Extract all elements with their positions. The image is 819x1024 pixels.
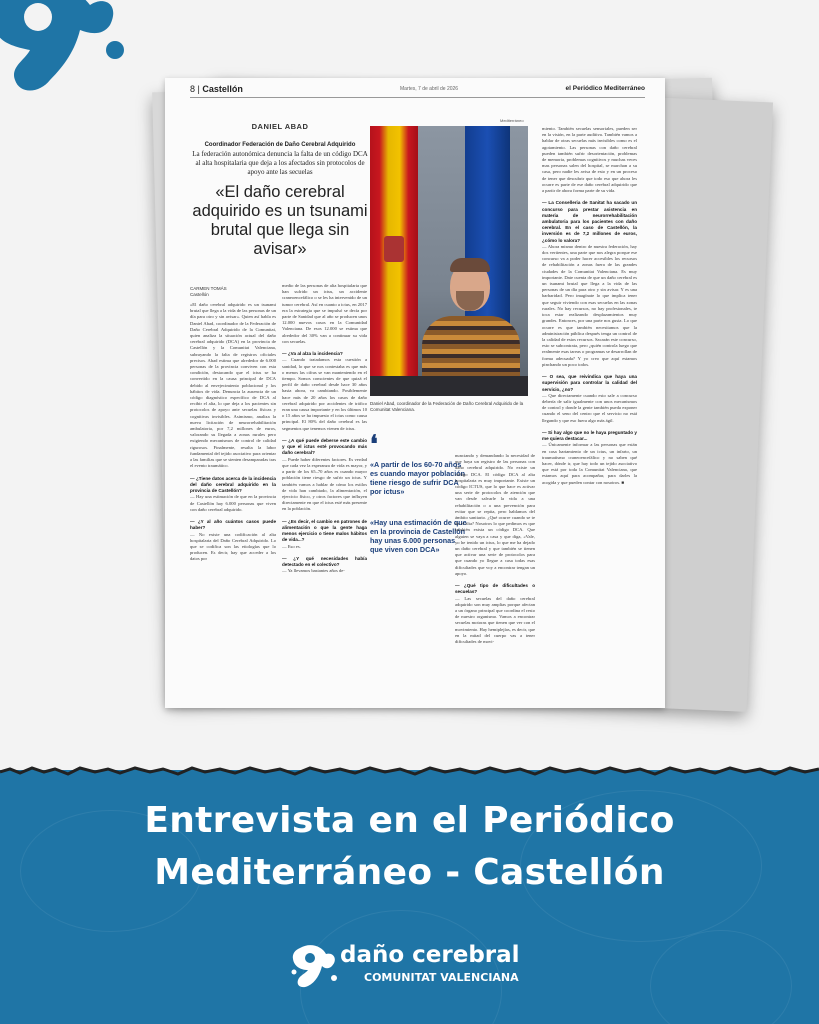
answer: — Que directamente cuando esto sale a concurso debería de salir igualmente con unos mecanismos de control y donde la gente también pueda exponer cuando el seno del centro que el servicio no está llegando y que eso fuera algo más ágil. (542, 392, 637, 423)
question: — ¿Es decir, el cambio en patrones de alimentación o que la gente haga menos ejercicio o tiene malos hábitos de vida...? (282, 518, 367, 543)
article-column-5 (542, 126, 637, 698)
intro-text: «El daño cerebral adquirido es un tsunami brutal que llega a la vida de las personas de un día para otro y sin avisar». Quien así habla es Daniel Abad, coordinador de la Federación de Daño Cerebral Adquirido de la Comunitat, quien analiza la situación actual del daño cerebral adquirido (DCA) en la provincia de Castellón y la Comunitat Valenciana, subrayando la falta de registros oficiales precisos. Abad estima que alrededor de 6.000 personas de la provincia conviven con esta condición, destacando que el ictus se ha convertido en la causa principal de DCA debido al envejecimiento poblacional y los hábitos de vida. Denuncia la ausencia de un código diagnóstico específico de DCA al recibir el alta, lo que deja a los pacientes sin protocolos de apoyo ante secuelas físicas y cognitivas invisibles. Asimismo, analiza la nueva licitación de neurorrehabilitación ambulatoria, por 7,2 millones de euros, valorando su llegada a zonas rurales pero exigiendo mecanismos de control de calidad rigurosos. Finalmente, resalta la labor fundamental del tejido asociativo para orientar a las familias que se sienten desamparadas tras el evento traumático. (190, 302, 276, 469)
answer: — Únicamente informar a las personas que están en casa hartamiento de un ictus, un infarto, un traumatismo craneoencefálico y no saben qué hacer, dónde ir, que hay todo un tejido asociativo que está por toda la Comunitat Valenciana, que estamos aquí para acompañar, para darles la acogida y que pueden contar con nosotros. ■ (542, 442, 637, 485)
article-summary: La federación autonómica denuncia la falta de un código DCA al alta hospitalaria que deja a los afectados sin protocolos de apoyo ante las secuelas (192, 150, 368, 176)
article-column-2 (282, 283, 367, 698)
person-hair (450, 258, 490, 272)
answer: — Las secuelas del daño cerebral adquirido son muy amplias porque afectan a un órgano principal que coordina el resto de nuestro organismo. Vamos a encontrar secuelas motoras que tienen que ver con el movimiento. Hay hemiplejías, es decir, que en la mitad del cuerpo vas a tener dificultades de movi- (455, 595, 535, 645)
answer: — No existe una codificación al alta hospitalaria del Daño Cerebral Adquirido. Lo que se codifica son las etiologías que lo producen. Es decir, hay que acceder a los datos por (190, 531, 276, 562)
banner-texture (650, 930, 792, 1024)
question: — ¿Y al año cuántos casos puede haber? (190, 519, 276, 531)
article-dek (190, 140, 370, 177)
question: — ¿Qué tipo de dificultades o secuelas? (455, 583, 535, 595)
answer: — Eso es. (282, 543, 301, 549)
quote-mark-icon: ❛ (370, 432, 378, 458)
page-number: 8 (190, 84, 196, 94)
answer: — Puede haber diferentes factores. Es verdad que cada vez la esperanza de vida es mayor, y a partir de los 65–70 años es cuando mayor población tiene riesgo de sufrir un ictus. Y también vamos a hablar de cómo los estilos de vida han cambiado, la alimentación, el ejercicio físico, y otros factores que influyen directamente en que el ictus esté más presente en la población. (282, 456, 367, 512)
body-text: miento. También secuelas sensoriales, pueden ser en la visión, en la parte auditiva. También vamos a hablar de otras secuelas más invisibles como es el agotamiento. Las personas con daño cerebral pueden también sufrir desorientación, problemas de memoria, problemas cognitivos y muchas veces mas personas salen del hospital, se marchan a su casa, pero nadie les avisa de esto y en un proceso de tener que descubrir que todo eso que ahora les ocurre es parte de ese daño cerebral adquirido que a partir de ahora forma parte de su vida. (542, 126, 637, 194)
answer: — Hay una estimación de que en la provincia de Castellón hay 6.000 personas que viven con daño cerebral adquirido. (190, 494, 276, 512)
newspaper-page (165, 78, 665, 708)
article-headline: «El daño cerebral adquirido es un tsunami brutal que llega sin avisar» (192, 183, 368, 258)
pull-quote: «A partir de los 60-70 años es cuando mayor población tiene riesgo de sufrir DCA por ictus» (370, 460, 466, 496)
pull-quote: «Hay una estimación de que en la provincia de Castellón hay unas 6.000 personas que viven con DCA» (370, 518, 467, 554)
answer: — Cuando tratadamos esta cuestión a sanidad, lo que se nos contestaba es que más o menos las cifras se van manteniendo en el tiempo. Somos conscientes de que quizá el perfil de daño cerebral desde hace 30 años hasta ahora, va cambiando. Posiblemente hace más de 20 años los casos de daño cerebral adquirido por accidentes de tráfico eran una causa importante y en los últimos 10 o 15 años se ha impuesto el ictus como causa principal. El 80% del daño cerebral es las segmentos que tenemos vienen de ictus. (282, 357, 367, 431)
brand-logo (290, 938, 550, 1002)
interviewee-photo (370, 126, 528, 396)
question: — ¿Va al alza la incidencia? (282, 351, 343, 357)
brain-splash-icon (290, 942, 338, 992)
spain-flag-icon (370, 126, 418, 396)
article-column-4 (455, 453, 535, 698)
banner-title (0, 795, 819, 899)
corner-brand-blob-icon (0, 0, 130, 115)
newspaper-name: el Periódico Mediterráneo (565, 85, 645, 92)
author-city: Castellón (190, 292, 209, 297)
issue-date: Martes, 7 de abril de 2026 (400, 86, 459, 92)
body-text: medio de las personas de alta hospitalaria que han sufrido un ictus, un accidente craneoencefálico o se les ha intervenido de un tumor cerebral. Así en cuanto a ictus, en 2017 era la estrategia que se impulsó se decía por parte de Sanidad que al año se producen unos 12.000 nuevos casos en la Comunidad Valenciana. De esos 12.000 se estima que alrededor del 30% van a continuar su vida con secuelas. (282, 283, 367, 344)
interviewee-name: DANIEL ABAD (251, 122, 309, 131)
question: — Si hay algo que no le haya preguntado y me quiera destacar... (542, 429, 637, 442)
desk (370, 376, 528, 396)
section-name: Castellón (202, 84, 243, 94)
interviewee-role: Coordinador Federación de Daño Cerebral Adquirido (204, 142, 356, 148)
answer: — Ahora mismo dentro de nuestra federación, hay dos vertientes, una parte que nos alegra porque ese concurso va a poder hacer accesibles los recursos de rehabilitación a zonas fuera de las grandes ciudades de la Comunitat Valenciana. Es muy importante. Date cuenta de que un daño cerebral es un tsunami brutal que llega a la vida de las personas de un día para otro y sin avisar. Y es una barbaridad. Pero imagínate lo que implica tener que seguir viviendo con esas secuelas en las zonas rurales. No hay recursos, no hay profesionales, te toca estar realizando desplazamientos muy grandes. Entonces, por una parte nos gusta. Lo que ocurre es que también necesitamos que la administración pública después tenga un control de la calidad de estos recursos. Sacarán este concurso, esto se subcontrata, pero ¿quién controla luego que realmente esas tareas o programas se desarrollan de forma adecuada? Y yo creo que aquí estamos pinchando un poco todos. (542, 243, 637, 367)
brand-name: daño cerebral (340, 942, 520, 968)
answer: — Ya llevamos bastantes años de- (282, 568, 345, 574)
photo-credit: Mediterráneo (500, 118, 524, 123)
question: — ¿A qué puede deberse este cambio y que el ictus esté provocando más daño cerebral? (282, 438, 367, 456)
article-column-1 (190, 302, 276, 697)
torn-paper-edge (0, 762, 819, 778)
question: — O sea, que reivindica que haya una supervisión para controlar la calidad del servicio, ¿no? (542, 374, 637, 392)
banner-title-line-2: Mediterráneo - Castellón (154, 852, 665, 893)
question: — ¿Tiene datos acerca de la incidencia del daño cerebral adquirido en la provincia de Castellón? (190, 475, 276, 494)
brand-region: COMUNITAT VALENCIANA (364, 971, 519, 984)
author-name: CARMEN TOMÁS (190, 286, 227, 291)
question: — La Conselleria de Sanitat ha sacado un concurso para prestar asistencia en materia de neurorrehabilitación ambulatoria para los pacientes con daño cerebral. En el caso de Castellón, la inversión es de 7,2 millones de euros, ¿cómo lo valora? (542, 200, 637, 243)
byline (190, 286, 227, 298)
folio: 8 | Castellón Martes, 7 de abril de 2026 el Periódico Mediterráneo (190, 84, 645, 98)
banner-title-line-1: Entrevista en el Periódico (144, 800, 675, 841)
coat-of-arms-icon (384, 236, 404, 262)
photo-caption: Daniel Abad, coordinador de la Federación de Daño Cerebral Adquirido de la Comunitat Valenciana. (370, 401, 524, 412)
body-text: nunciando y demandando la necesidad de que haya un registro de las personas con daño cerebral adquirido. No existe un código DCA. El código DCA al alta hospitalaria es muy importante. Existe un código ICTUS, que lo que hace es activar una serie de protocolos de atención que van desde salvarle la vida a una rehabilitación o a una prevención para evitar que se repita, pero hablamos del ámbito sanitario. ¿Qué ocurre cuando se te da el alta? Nosotros lo que pedimos es que también exista un código DCA. Que alguien se vaya a casa y que diga, «Vale, yo he tenido un ictus, lo que me ha dejado un daño cerebral y que también se tienen que activar una serie de protocolos para que cuando yo llegue a casa todas esas dificultades que voy a encontrar tengan un apoyo. (455, 453, 535, 576)
question: — ¿Y qué necesidades había detectado en el colectivo? (282, 555, 367, 568)
